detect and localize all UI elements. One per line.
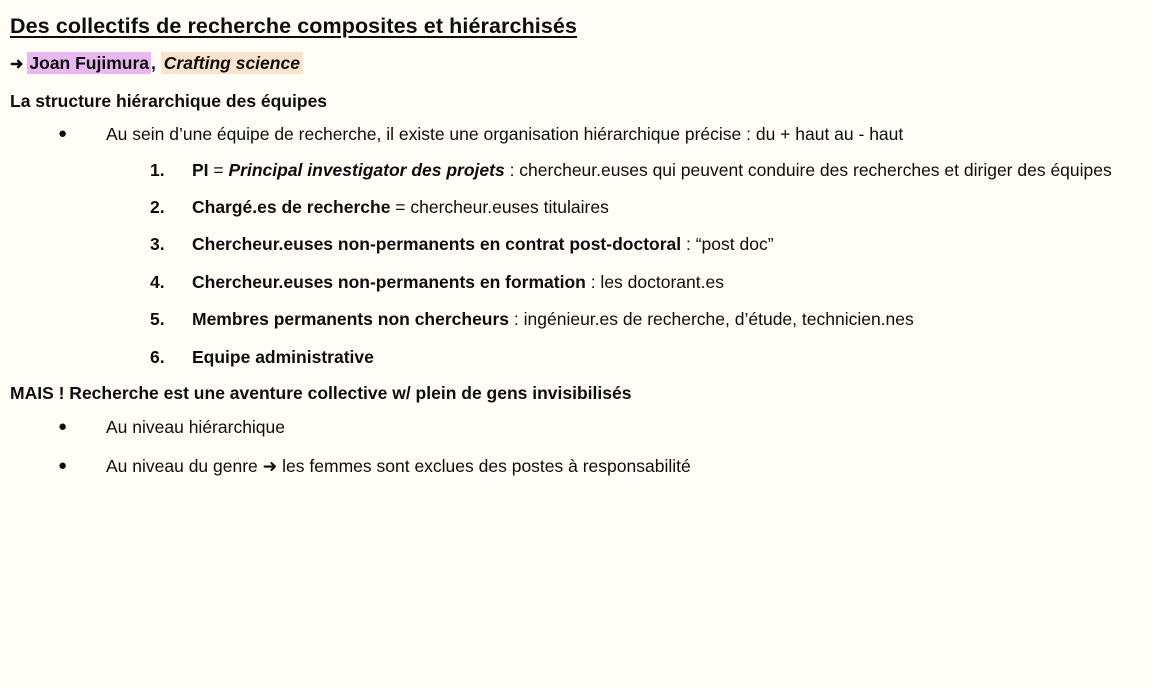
collective-bullet-list bbox=[10, 415, 1142, 480]
list-item bbox=[10, 415, 1142, 440]
list-item-text: : chercheur.euses qui peuvent conduire des recherches et diriger des équipes bbox=[504, 159, 1112, 180]
list-item-text: Au niveau du genre ➜ les femmes sont exclues des postes à responsabilité bbox=[106, 456, 691, 477]
source-author: Joan Fujimura bbox=[29, 52, 150, 73]
list-item-text: : les doctorant.es bbox=[585, 271, 724, 292]
list-item-number: 1. bbox=[150, 159, 165, 180]
source-separator: , bbox=[151, 52, 156, 73]
list-item bbox=[10, 307, 1142, 332]
source-reference bbox=[10, 52, 1142, 76]
section-heading-hierarchy: La structure hiérarchique des équipes bbox=[10, 90, 328, 111]
bullet-icon: ● bbox=[58, 457, 68, 475]
list-item-connector: = bbox=[208, 159, 229, 180]
list-item-term: Membres permanents non chercheurs bbox=[192, 309, 510, 330]
list-item-number: 5. bbox=[150, 309, 165, 330]
list-item-number: 2. bbox=[150, 197, 165, 218]
list-item-emphasis: Principal investigator des projets bbox=[228, 159, 505, 180]
list-item-number: 3. bbox=[150, 234, 165, 255]
source-work-title: Crafting science bbox=[161, 52, 303, 74]
list-item-term: Chercheur.euses non-permanents en contrat post-doctoral bbox=[192, 234, 682, 255]
list-item-text: Au sein d’une équipe de recherche, il existe une organisation hiérarchique précise : du + haut au - haut bbox=[106, 124, 904, 145]
hierarchy-bullet-list bbox=[10, 122, 1142, 147]
list-item bbox=[10, 270, 1142, 295]
list-item bbox=[10, 122, 1142, 147]
list-item-text: : ingénieur.es de recherche, d’étude, technicien.nes bbox=[509, 309, 914, 330]
list-item bbox=[10, 232, 1142, 257]
list-item-term: Chargé.es de recherche bbox=[192, 197, 391, 218]
bullet-icon: ● bbox=[58, 417, 68, 435]
list-item-number: 4. bbox=[150, 271, 165, 292]
list-item-text: Au niveau hiérarchique bbox=[106, 416, 286, 437]
list-item-term: PI bbox=[192, 159, 209, 180]
list-item-number: 6. bbox=[150, 346, 165, 367]
list-item bbox=[10, 195, 1142, 220]
list-item bbox=[10, 158, 1142, 183]
list-item-text: = chercheur.euses titulaires bbox=[390, 197, 609, 218]
section-heading-collective: MAIS ! Recherche est une aventure collective w/ plein de gens invisibilisés bbox=[10, 382, 632, 403]
list-item bbox=[10, 454, 1142, 479]
hierarchy-ranked-list bbox=[10, 158, 1142, 370]
list-item-term: Chercheur.euses non-permanents en formation bbox=[192, 271, 586, 292]
bullet-icon: ● bbox=[58, 125, 68, 143]
page-title: Des collectifs de recherche composites et hiérarchisés bbox=[10, 14, 578, 38]
list-item-term: Equipe administrative bbox=[192, 346, 374, 367]
list-item-text: : “post doc” bbox=[681, 234, 774, 255]
arrow-icon: ➜ bbox=[10, 55, 24, 73]
list-item bbox=[10, 345, 1142, 370]
